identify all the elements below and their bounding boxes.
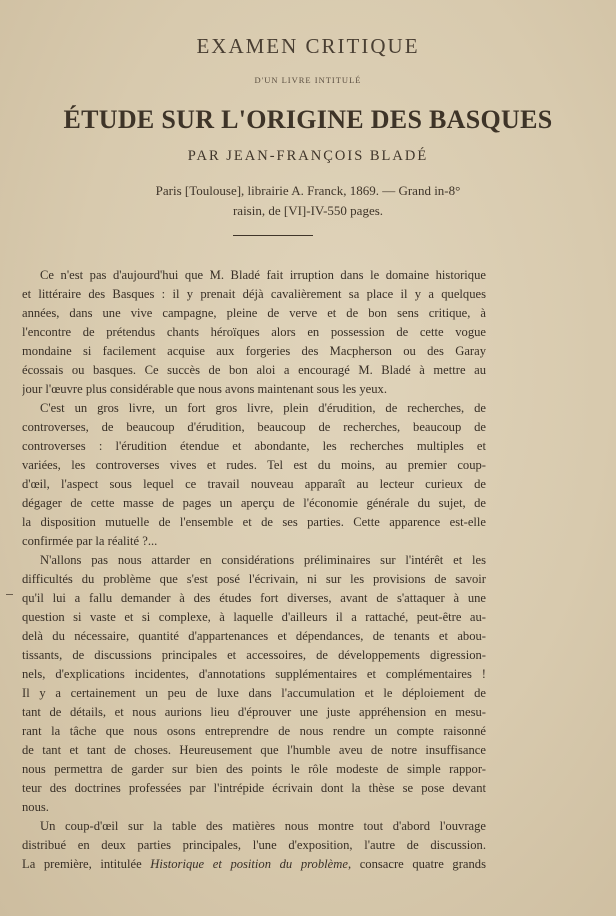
text-line: mondaine si facilement acquise aux forgeries des Macpherson ou des Garay [22, 344, 486, 358]
text-line: l'encontre de prétendus chants héroïques alors en possession de cette vogue [22, 325, 486, 339]
text-line: années, dans une vive campagne, pleine de verve et de bon sens critique, à [22, 306, 486, 320]
text-line: dégager de cette masse de pages un aperçu de l'économie générale du sujet, de [22, 496, 486, 510]
text-line: jour l'œuvre plus considérable que nous avons maintenant sous les yeux. [22, 382, 387, 396]
text-line: Il y a certainement un peu de luxe dans l'accumulation et le déploiement de [22, 686, 486, 700]
text-line: question si vaste et si complexe, à laquelle d'ailleurs il a rattaché, peut-être au- [22, 610, 486, 624]
publication-line-2: raisin, de [VI]-IV-550 pages. [232, 203, 384, 218]
italic-title: Historique et position du problème [150, 857, 348, 871]
text-line: écossais ou basques. Ce succès de bon aloi a encouragé M. Bladé à mettre au [22, 363, 486, 377]
publication-info [0, 181, 616, 221]
text-line: variées, les controverses vives et rudes. Tel est du moins, au premier coup- [22, 458, 486, 472]
text-line: distribué en deux parties principales, l'une d'exposition, l'autre de discussion. [22, 838, 486, 852]
title-separator-rule [233, 235, 313, 236]
text-line: delà du nécessaire, quantité d'appartenances et dépendances, de tenants et abou- [22, 629, 486, 643]
text-line: qu'il lui a fallu demander à des études fort diverses, avant de s'attaquer à une [22, 591, 486, 605]
text-line: nous permettra de garder sur bien des points le rôle modeste de simple rappor- [22, 762, 486, 776]
text-line: nels, d'explications incidentes, d'annotations supplémentaires et complémentaires ! [22, 667, 486, 681]
text-line: Ce n'est pas d'aujourd'hui que M. Bladé fait irruption dans le domaine historique [40, 268, 486, 282]
text-line: et littéraire des Basques : il y prenait déjà cavalièrement sa place il y a quelques [22, 287, 486, 301]
text-line: de tant et tant de choses. Heureusement que l'humble aveu de notre insuffisance [22, 743, 486, 757]
last-line-end: , consacre quatre grands [347, 857, 486, 871]
text-line: tissants, de discussions principales et accessoires, de développements digression- [22, 648, 486, 662]
text-line: difficultés du problème que s'est posé l'écrivain, ni sur les provisions de savoir [22, 572, 486, 586]
publication-line-1: Paris [Toulouse], librairie A. Franck, 1869. — Grand in-8° [155, 183, 461, 198]
text-line: teur des doctrines professées par l'intrépide écrivain dont la thèse se pose devant [22, 781, 486, 795]
text-line: nous. [22, 800, 49, 814]
last-line-start: La première, intitulée [22, 857, 151, 871]
book-author: PAR JEAN-FRANÇOIS BLADÉ [187, 148, 429, 164]
text-line-last [22, 855, 486, 874]
section-title: EXAMEN CRITIQUE [196, 34, 420, 58]
text-line: C'est un gros livre, un fort gros livre, plein d'érudition, de recherches, de [40, 401, 486, 415]
text-line: Un coup-d'œil sur la table des matières nous montre tout d'abord l'ouvrage [40, 819, 486, 833]
text-line: controverses : l'érudition étendue et abondante, les recherches multiples et [22, 439, 486, 453]
section-subtitle: D'UN LIVRE INTITULÉ [254, 75, 362, 85]
body-text [22, 266, 486, 874]
text-line: controverses, de beaucoup d'érudition, beaucoup de recherches, beaucoup de [22, 420, 486, 434]
margin-mark [6, 594, 13, 595]
text-line: tant de détails, et nous aurions lieu d'éprouver une juste appréhension en mesu- [22, 705, 486, 719]
text-line: N'allons pas nous attarder en considérations préliminaires sur l'intérêt et les [40, 553, 486, 567]
text-line: d'œil, l'aspect sous lequel ce travail nouveau apparaît au lecteur curieux de [22, 477, 486, 491]
text-line: la disposition mutuelle de l'ensemble et de ses parties. Cette apparence est-elle [22, 515, 486, 529]
book-title: ÉTUDE SUR L'ORIGINE DES BASQUES [63, 105, 553, 134]
text-line: rant la tâche que nous osons entreprendre de nous rendre un compte raisonné [22, 724, 486, 738]
text-line: confirmée par la réalité ?... [22, 534, 158, 548]
